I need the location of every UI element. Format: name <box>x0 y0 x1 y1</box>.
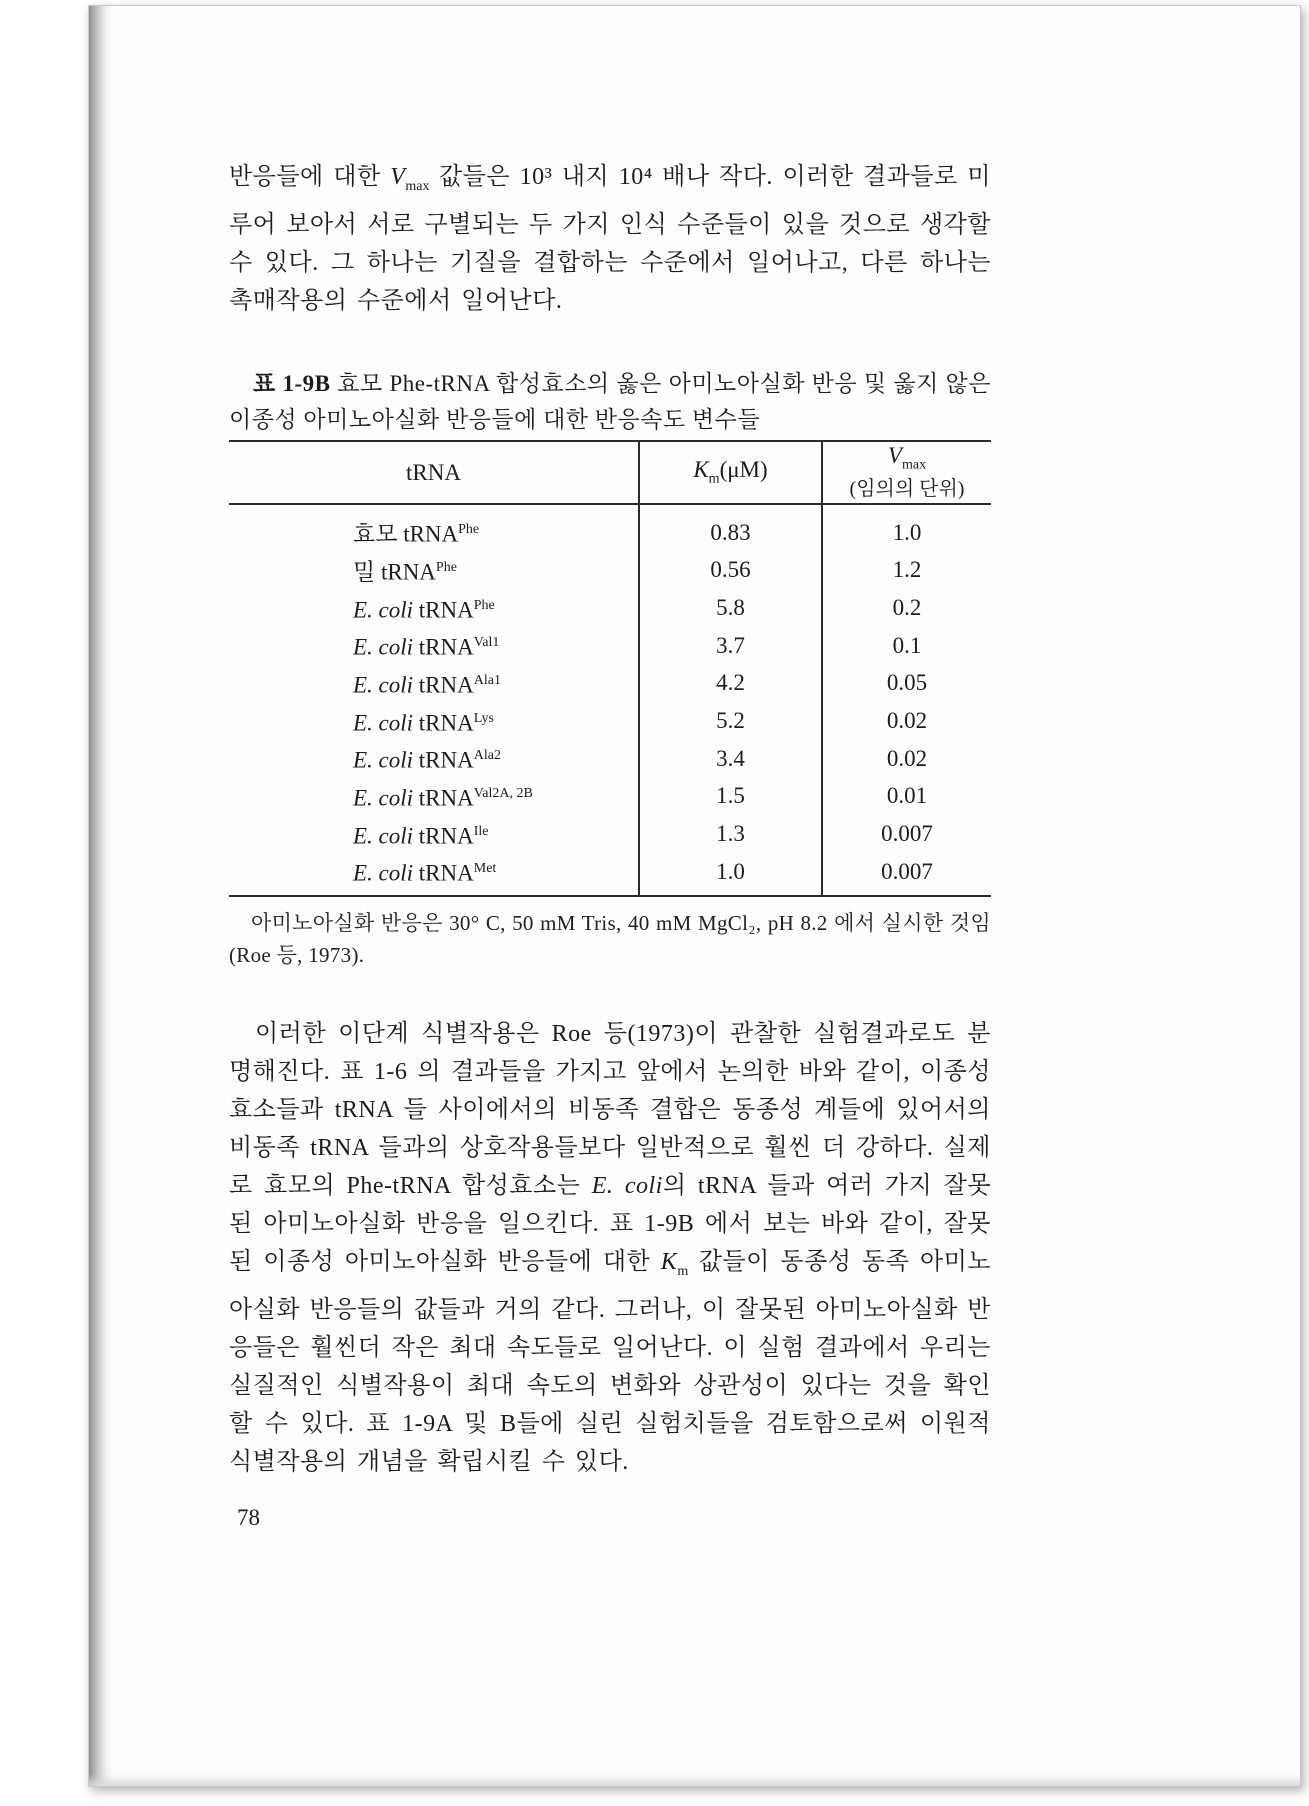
trna-superscript: Val2A, 2B <box>473 785 533 801</box>
vmax-value: 1.2 <box>892 557 922 583</box>
km-value: 1.0 <box>639 852 822 896</box>
header-trna: tRNA <box>229 441 639 505</box>
trna-base: tRNA <box>413 597 474 623</box>
table-caption <box>229 366 991 438</box>
intro-text-2: 값들은 10³ 내지 10⁴ 배나 작다. 이러한 결과들로 미루어 보아서 서로 구별되는 두 가지 인식 수준들이 있을 것으로 생각할 수 있다. 그 하나는 기질을 결합하는 수준에서 일어나고, 다른 하나는 촉매작용의 수준에서 일어난다. <box>229 164 991 314</box>
trna-name-cell <box>229 777 639 815</box>
vmax-value: 0.2 <box>892 595 922 621</box>
vmax-symbol: V <box>390 164 406 190</box>
trna-superscript: Phe <box>435 560 457 576</box>
km-value: 0.56 <box>639 551 822 589</box>
km-symbol: K <box>693 457 709 483</box>
table-caption-label: 표 1-9B <box>253 370 331 396</box>
trna-name-cell <box>229 702 639 740</box>
km-symbol-inline: K <box>660 1248 678 1275</box>
trna-superscript: Lys <box>473 710 494 726</box>
trna-organism: E. coli <box>353 860 414 886</box>
header-vmax <box>822 441 991 505</box>
table-row <box>229 626 991 664</box>
table-header-row <box>229 441 991 505</box>
trna-name-cell <box>229 852 639 896</box>
trna-name-cell <box>229 626 639 664</box>
table-row <box>229 504 991 551</box>
trna-base: tRNA <box>413 672 474 698</box>
trna-organism: E. coli <box>353 635 414 661</box>
trna-base: tRNA <box>413 747 474 773</box>
trna-organism: E. coli <box>353 747 414 773</box>
km-unit: (μM) <box>719 457 768 483</box>
trna-kinetics-table <box>229 440 991 897</box>
vmax-header-symbol: $V_{max}$ <box>887 442 927 473</box>
trna-organism: 효모 <box>353 522 398 548</box>
vmax-value: 0.02 <box>886 708 928 733</box>
body-text-3: 값들이 동종성 동족 아미노아실화 반응들의 값들과 거의 같다. 그러나, 이 잘못된 아미노아실화 반응들은 훨씬더 작은 최대 속도들로 일어난다. 이 실험 결과에서 우리는 실질적인 식별작용이 최대 속도의 변화와 상관성이 있다는 것을 확인할 수 있다. 표 1-9A 및 B들에 실린 실험치들을 검토함으로써 이원적 식별작용의 개념을 확립시킬 수 있다. <box>229 1248 991 1475</box>
page-number: 78 <box>237 1504 260 1530</box>
trna-table-body <box>229 504 991 896</box>
trna-organism: 밀 <box>353 559 376 585</box>
trna-name-cell <box>229 815 639 853</box>
spine-shadow <box>89 6 113 1786</box>
trna-name-cell <box>229 504 639 551</box>
table-row <box>229 815 991 853</box>
vmax-value: 1.0 <box>892 519 922 545</box>
trna-base: tRNA <box>413 635 474 661</box>
trna-superscript: Ala1 <box>473 673 501 689</box>
body-text-1: 이러한 이단계 식별작용은 Roe 등(1973)이 관찰한 실험결과로도 분명해진다. 표 1-6 의 결과들을 가지고 앞에서 논의한 바와 같이, 이종성 효소들과 tRNA 들 사이에서의 비동족 결합은 동종성 계들에 있어서의 비동족 tRNA 들과의 상호작용들보다 일반적으로 훨씬 더 강하다. 실제로 효모의 Phe-tRNA 합성효소는 <box>229 1020 991 1199</box>
table-row <box>229 777 991 815</box>
trna-superscript: Met <box>473 861 497 877</box>
km-value: 0.83 <box>639 504 822 551</box>
table-row <box>229 551 991 589</box>
table-row <box>229 664 991 702</box>
trna-name-cell <box>229 739 639 777</box>
trna-base: tRNA <box>397 522 459 548</box>
body-text-2: 의 tRNA 들과 여러 가지 잘못된 아미노아실화 반응을 일으킨다. 표 1-9B 에서 보는 바와 같이, 잘못된 이종성 아미노아실화 반응들에 대한 <box>229 1172 991 1275</box>
vmax-header-unit: (임의의 단위) <box>849 478 965 501</box>
km-value: 3.4 <box>639 739 822 777</box>
km-value: 1.5 <box>639 777 822 815</box>
vmax-value: 0.1 <box>892 632 922 658</box>
km-value: 4.2 <box>639 664 822 702</box>
vmax-value: 0.01 <box>886 783 928 809</box>
table-row <box>229 702 991 740</box>
km-subscript-inline: m <box>677 1263 689 1279</box>
trna-organism: E. coli <box>353 823 414 849</box>
table-row <box>229 739 991 777</box>
km-subscript: m <box>708 471 720 487</box>
page-content <box>229 158 991 1531</box>
vmax-value: 0.05 <box>886 670 928 696</box>
trna-superscript: Val1 <box>473 635 500 651</box>
intro-paragraph <box>229 158 991 320</box>
trna-superscript: Phe <box>473 597 495 613</box>
table-caption-text: 효모 Phe-tRNA 합성효소의 옳은 아미노아실화 반응 및 옳지 않은 이종성 아미노아실화 반응들에 대한 반응속도 변수들 <box>229 370 991 432</box>
trna-base: tRNA <box>413 860 474 886</box>
table-footnote: 아미노아실화 반응은 30° C, 50 mM Tris, 40 mM MgCl₂, pH 8.2 에서 실시한 것임 (Roe 등, 1973). <box>229 910 991 967</box>
trna-base: tRNA <box>375 559 436 585</box>
trna-organism: E. coli <box>353 597 414 623</box>
trna-name-cell <box>229 664 639 702</box>
trna-base: tRNA <box>413 785 474 811</box>
trna-name-cell <box>229 589 639 627</box>
vmax-value: 0.007 <box>881 820 933 846</box>
vmax-value: 0.007 <box>881 858 933 884</box>
trna-superscript: Ile <box>473 823 489 839</box>
trna-organism: E. coli <box>353 672 414 698</box>
book-page <box>88 5 1301 1787</box>
body-paragraph <box>229 1015 991 1481</box>
km-value: 5.8 <box>639 589 822 627</box>
table-row <box>229 589 991 627</box>
ecoli-italic: E. coli <box>591 1172 663 1199</box>
trna-name-cell <box>229 551 639 589</box>
intro-text-1: 반응들에 대한 <box>229 164 391 190</box>
km-value: 1.3 <box>639 815 822 853</box>
table-row <box>229 852 991 896</box>
bottom-edge-shade <box>89 1774 1300 1786</box>
vmax-subscript: max <box>405 178 430 194</box>
trna-superscript: Phe <box>458 522 480 538</box>
trna-base: tRNA <box>413 710 474 736</box>
trna-base: tRNA <box>413 823 474 849</box>
trna-organism: E. coli <box>353 785 414 811</box>
km-value: 3.7 <box>639 626 822 664</box>
vmax-value: 0.02 <box>886 745 928 771</box>
trna-superscript: Ala2 <box>473 748 501 764</box>
trna-organism: E. coli <box>353 710 414 736</box>
header-km <box>639 441 822 505</box>
km-value: 5.2 <box>639 702 822 740</box>
